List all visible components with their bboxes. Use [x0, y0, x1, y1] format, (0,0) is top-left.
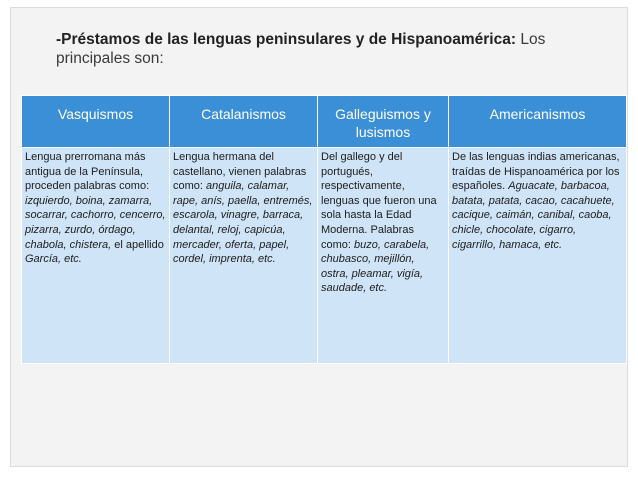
- table-row: [22, 148, 627, 364]
- cell-examples: Aguacate, barbacoa, batata, patata, cacao, cacahuete, cacique, caimán, canibal, caoba, chicle, chocolate, cigarro, cigarrillo, hamaca, etc.: [452, 180, 615, 251]
- cell-examples: anguila, calamar, rape, anís, paella, entremés, escarola, vinagre, barraca, delantal, reloj, capicúa, mercader, oferta, papel, cordel, imprenta, etc.: [173, 180, 313, 266]
- cell-catalanismos: [170, 148, 318, 364]
- heading-bold: -Préstamos de las lenguas peninsulares y de Hispanoamérica:: [56, 31, 517, 48]
- cell-americanismos: [449, 148, 627, 364]
- cell-examples: izquierdo, boina, zamarra, socarrar, cachorro, cencerro, pizarra, zurdo, órdago, chabola, chistera,: [25, 194, 166, 251]
- cell-text: Lengua hermana del castellano, vienen palabras como:: [173, 151, 307, 193]
- loanwords-table: [21, 95, 627, 364]
- header-galleguismos: Galleguismos y lusismos: [318, 96, 449, 148]
- cell-galleguismos: [318, 148, 449, 364]
- cell-text-mid: el apellido: [111, 238, 164, 251]
- header-vasquismos: Vasquismos: [22, 96, 170, 148]
- cell-text: De las lenguas indias americanas, traídas de Hispanoamérica por los españoles.: [452, 151, 620, 193]
- header-americanismos: Americanismos: [449, 96, 627, 148]
- cell-examples-end: García, etc.: [25, 253, 82, 266]
- cell-examples: buzo, carabela, chubasco, mejillón, ostra, pleamar, vigía, saudade, etc.: [321, 238, 430, 295]
- table-header-row: [22, 96, 627, 148]
- cell-vasquismos: [22, 148, 170, 364]
- cell-text: Del gallego y del portugués, respectivamente, lenguas que fueron una sola hasta la Edad Moderna. Palabras como:: [321, 151, 437, 251]
- heading-rest: Los principales son:: [56, 31, 546, 67]
- header-catalanismos: Catalanismos: [170, 96, 318, 148]
- slide: [10, 7, 628, 467]
- slide-heading: [56, 30, 596, 68]
- cell-text: Lengua prerromana más antigua de la Península, proceden palabras como:: [25, 151, 150, 193]
